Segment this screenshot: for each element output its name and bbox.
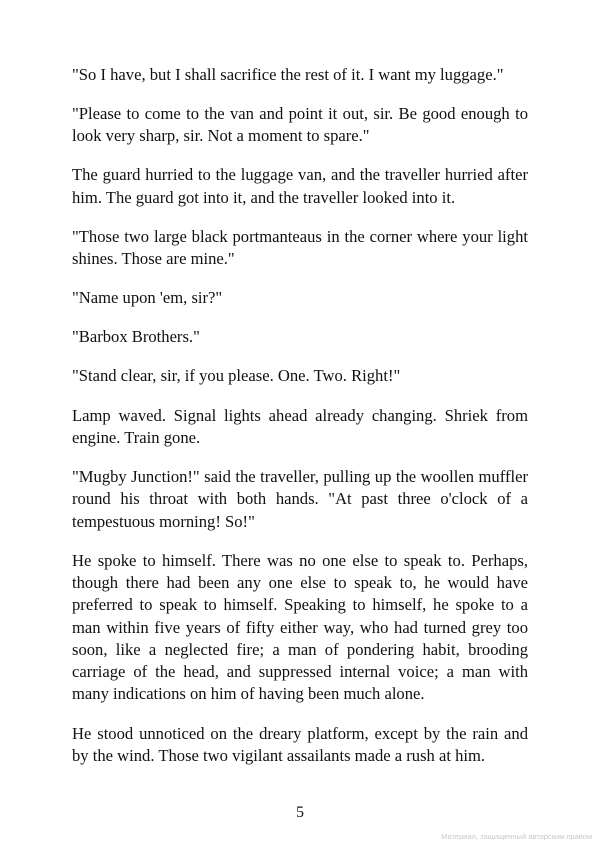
copyright-watermark: Материал, защищенный авторским правом: [441, 832, 592, 841]
paragraph: He stood unnoticed on the dreary platform, except by the rain and by the wind. Those two vigilant assailants made a rush at him.: [72, 723, 528, 765]
paragraph: The guard hurried to the luggage van, and the traveller hurried after him. The guard got into it, and the traveller looked into it.: [72, 165, 528, 207]
paragraph: "So I have, but I shall sacrifice the rest of it. I want my luggage.": [72, 65, 504, 84]
paragraph: "Barbox Brothers.": [72, 327, 200, 347]
paragraph: "Stand clear, sir, if you please. One. Two. Right!": [72, 366, 401, 386]
body-text: [72, 64, 528, 784]
paragraph: Lamp waved. Signal lights ahead already changing. Shriek from engine. Train gone.: [72, 405, 528, 447]
paragraph: "Those two large black portmanteaus in the corner where your light shines. Those are mine.": [72, 226, 528, 269]
paragraph: "Name upon 'em, sir?": [72, 288, 223, 308]
paragraph: "Please to come to the van and point it out, sir. Be good enough to look very sharp, sir. Not a moment to spare.": [72, 104, 528, 146]
page-number: 5: [296, 804, 304, 821]
paragraph: "Mugby Junction!" said the traveller, pulling up the woollen muffler round his throat with both hands. "At past three o'clock of a tempestuous morning! So!": [72, 466, 528, 531]
paragraph: He spoke to himself. There was no one else to speak to. Perhaps, though there had been any one else to speak to, he would have preferred to speak to himself. Speaking to himself, he spoke to a man within five years of fifty either way, who had turned grey too soon, like a neglected fire; a man of pondering habit, brooding carriage of the head, and suppressed internal voice; a man with many indications on him of having been much alone.: [72, 550, 528, 704]
